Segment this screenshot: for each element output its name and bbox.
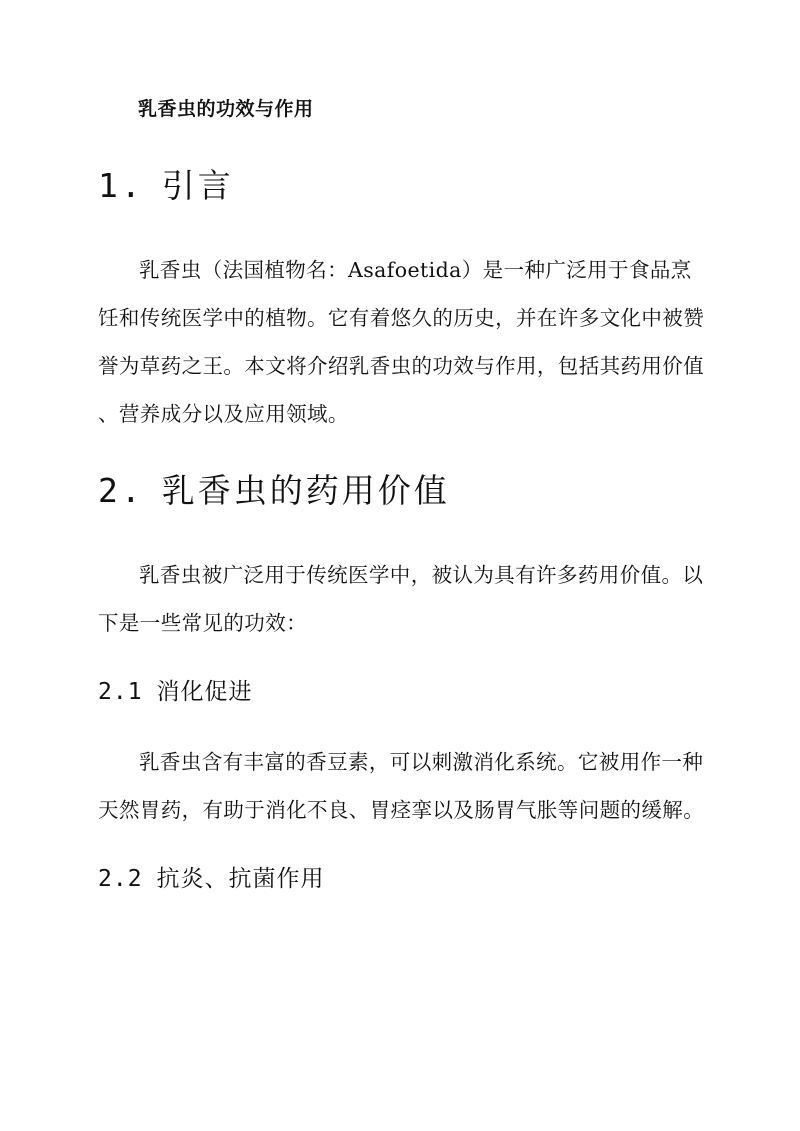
section-2-number: 2. [98, 471, 144, 510]
section-2-title: 乳香虫的药用价值 [161, 471, 450, 510]
paragraph-line: 誉为草药之王。本文将介绍乳香虫的功效与作用，包括其药用价值 [98, 354, 705, 378]
paragraph-line: 乳香虫含有丰富的香豆素，可以刺激消化系统。它被用作一种 [139, 750, 704, 774]
paragraph-line: 下是一些常见的功效： [98, 611, 307, 635]
section-2-2-number: 2.2 [98, 866, 143, 892]
section-1-heading [98, 160, 234, 207]
section-2-1-heading [98, 673, 253, 706]
section-2-1-paragraph [98, 738, 708, 834]
document-title: 乳香虫的功效与作用 [138, 98, 314, 120]
section-2-1-title: 消化促进 [156, 679, 253, 705]
section-2-paragraph [98, 551, 708, 647]
paragraph-line: 乳香虫（法国植物名：Asafoetida）是一种广泛用于食品烹 [139, 258, 692, 282]
section-2-heading [98, 465, 450, 512]
paragraph-line: 天然胃药，有助于消化不良、胃痉挛以及肠胃气胀等问题的缓解。 [98, 798, 705, 822]
section-2-2-title: 抗炎、抗菌作用 [156, 866, 325, 892]
section-1-paragraph [98, 246, 708, 438]
section-2-2-heading [98, 860, 325, 893]
section-1-number: 1. [98, 166, 144, 205]
paragraph-line: 饪和传统医学中的植物。它有着悠久的历史，并在许多文化中被赞 [98, 306, 705, 330]
paragraph-line: 、营养成分以及应用领域。 [98, 402, 349, 426]
paragraph-line: 乳香虫被广泛用于传统医学中，被认为具有许多药用价值。以 [139, 563, 704, 587]
section-1-title: 引言 [161, 166, 234, 205]
section-2-1-number: 2.1 [98, 679, 143, 705]
